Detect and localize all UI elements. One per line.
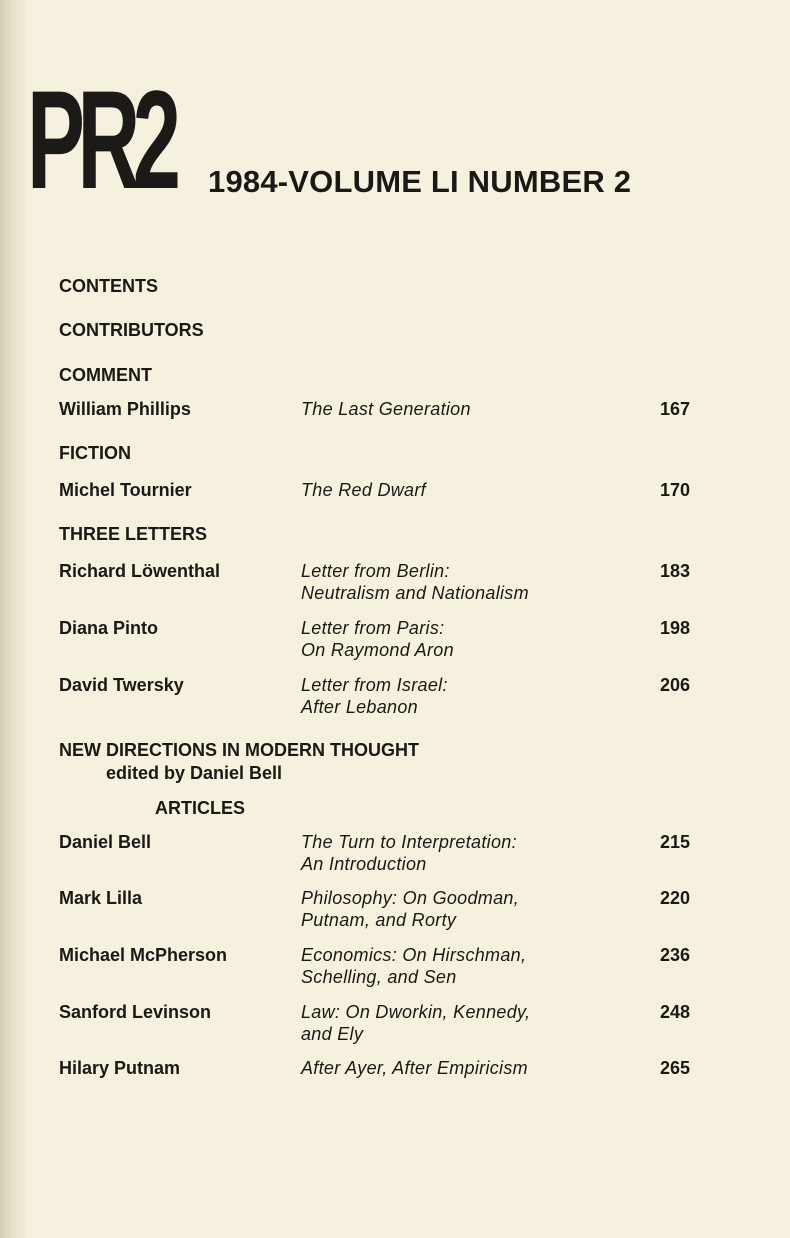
entry-author: Sanford Levinson [59, 1002, 212, 1022]
entry-page: 206 [659, 675, 690, 695]
entry-author: Diana Pinto [59, 618, 159, 638]
entry-author: Hilary Putnam [59, 1058, 181, 1078]
entry-author: William Phillips [59, 399, 191, 419]
entry-page: 183 [659, 561, 690, 581]
section-editor-credit: edited by Daniel Bell [106, 763, 283, 783]
section-contributors: CONTRIBUTORS [59, 320, 204, 340]
journal-logo: PR2 [27, 61, 174, 218]
entry-title: Letter from Israel: [301, 675, 448, 695]
entry-title: Letter from Berlin: [301, 561, 450, 581]
entry-title: Letter from Paris: [301, 618, 445, 638]
entry-title: The Turn to Interpretation: [301, 832, 517, 852]
entry-author: Michael McPherson [59, 945, 228, 965]
entry-author: David Twersky [59, 675, 184, 695]
entry-page: 220 [659, 888, 690, 908]
entry-page: 265 [659, 1058, 690, 1078]
section-new-directions: NEW DIRECTIONS IN MODERN THOUGHT [59, 740, 419, 760]
entry-author: Michel Tournier [59, 480, 192, 500]
entry-title-line2: On Raymond Aron [301, 640, 454, 660]
entry-page: 198 [659, 618, 690, 638]
entry-title-line2: Schelling, and Sen [301, 967, 457, 987]
entry-page: 167 [659, 399, 690, 419]
section-fiction: FICTION [59, 443, 131, 463]
entry-title: Law: On Dworkin, Kennedy, [301, 1002, 531, 1022]
entry-title: After Ayer, After Empiricism [301, 1058, 528, 1078]
entry-title: The Red Dwarf [301, 480, 426, 500]
entry-title: Philosophy: On Goodman, [301, 888, 520, 908]
entry-page: 170 [659, 480, 690, 500]
subsection-articles: ARTICLES [155, 798, 245, 818]
entry-title-line2: and Ely [301, 1024, 364, 1044]
section-three-letters: THREE LETTERS [59, 524, 208, 544]
section-comment: COMMENT [59, 365, 152, 385]
entry-page: 236 [659, 945, 690, 965]
entry-title: The Last Generation [301, 399, 471, 419]
issue-heading: 1984-VOLUME LI NUMBER 2 [208, 164, 632, 199]
entry-title-line2: An Introduction [301, 854, 427, 874]
entry-author: Mark Lilla [59, 888, 143, 908]
entry-page: 248 [659, 1002, 690, 1022]
entry-title-line2: After Lebanon [301, 697, 418, 717]
entry-title: Economics: On Hirschman, [301, 945, 527, 965]
entry-author: Daniel Bell [59, 832, 152, 852]
entry-title-line2: Neutralism and Nationalism [301, 583, 529, 603]
entry-author: Richard Löwenthal [59, 561, 221, 581]
entry-page: 215 [659, 832, 690, 852]
section-contents: CONTENTS [59, 276, 158, 296]
entry-title-line2: Putnam, and Rorty [301, 910, 457, 930]
